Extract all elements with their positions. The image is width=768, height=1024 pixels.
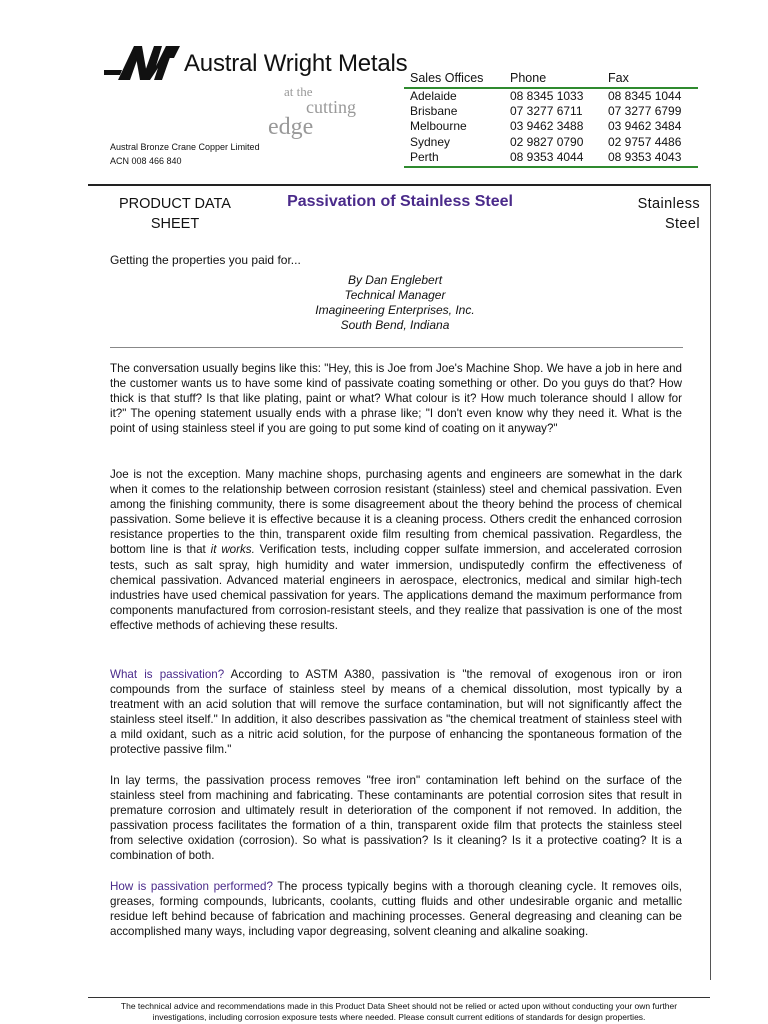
table-row <box>404 88 698 104</box>
tagline-line-2: cutting <box>306 97 356 117</box>
austral-wright-logo-icon <box>104 44 184 84</box>
paragraph-3-text: According to ASTM A380, passivation is "the removal of exogenous iron or iron compounds from the surface of stainless steel by means of a chemical dissolution, most typically by a treatment with an acid solution that will remove the surface contamination, but will not significantly affect the stainless steel itself." In addition, it also describes passivation as "the chemical treatment of stainless steel with a mild oxidant, such as a nitric acid solution, for the purpose of enhancing the spontaneous formation of the protective passive film." <box>110 668 682 757</box>
page-title: Passivation of Stainless Steel <box>287 193 513 210</box>
offices-bottom-divider <box>404 166 698 168</box>
table-row <box>404 135 698 150</box>
office-city: Melbourne <box>410 119 467 134</box>
brand-name: Austral Wright Metals <box>184 50 408 77</box>
tagline-line-3: edge <box>268 114 314 140</box>
paragraph-1-text: The conversation usually begins like this: "Hey, this is Joe from Joe's Machine Shop. We have a job in here and the customer wants us to have some kind of passivate coating something or other. Do you guys do that? How thick is that stuff? Is that like plating, paint or what? What colour is it? How much tolerance should I allow for it?" The opening statement usually ends with a phrase like; "I don't even know why they need it. What is the point of using stainless steel if you are going to put some kind of coating on it anyway?" <box>110 362 682 436</box>
document-type-line-1: PRODUCT DATA <box>119 196 231 212</box>
table-row <box>404 150 698 165</box>
category-line-1: Stainless <box>637 196 700 212</box>
sales-offices-header-row <box>404 70 698 88</box>
footer-line-1: The technical advice and recommendations made in this Product Data Sheet should not be relied or acted upon without conducting your own further <box>120 1001 678 1011</box>
paragraph-2-emphasis: it works. <box>210 543 255 557</box>
office-fax: 08 8345 1044 <box>608 89 682 103</box>
footer-disclaimer <box>100 1001 698 1022</box>
table-row <box>404 104 698 119</box>
author-byline <box>220 273 570 333</box>
office-fax: 08 9353 4043 <box>608 149 682 164</box>
byline-location: South Bend, Indiana <box>340 318 450 332</box>
office-phone: 08 9353 4044 <box>510 149 584 164</box>
company-acn: ACN 008 466 840 <box>110 156 182 166</box>
office-city: Perth <box>410 149 439 164</box>
document-type <box>88 194 262 234</box>
paragraph-1 <box>110 361 682 436</box>
column-header-sales-offices: Sales Offices <box>404 70 510 88</box>
office-phone: 03 9462 3488 <box>510 119 584 134</box>
company-name: Austral Bronze Crane Copper Limited <box>110 142 260 152</box>
byline-author: By Dan Englebert <box>347 273 443 287</box>
document-category <box>570 194 700 234</box>
paragraph-2-text-a: Joe is not the exception. Many machine shops, purchasing agents and engineers are somewhat in the dark when it comes to the relationship between corrosion resistant (stainless) steel and chemical passivation. Even among the finishing community, there is some disagreement about the theory behind the process of chemical passivation. Some believe it is effective because it is a cleaning process. Others credit the enhanced corrosion resistance properties to the thin, transparent oxide film resulting from chemical passivation. Regardless, the bottom line is that <box>110 468 682 557</box>
sales-offices-table <box>404 70 698 168</box>
paragraph-4 <box>110 773 682 864</box>
document-type-line-2: SHEET <box>150 216 200 232</box>
section-divider <box>110 347 683 348</box>
office-city: Adelaide <box>410 89 457 103</box>
paragraph-2 <box>110 467 682 633</box>
byline-role: Technical Manager <box>344 288 446 302</box>
office-fax: 07 3277 6799 <box>608 104 682 119</box>
office-phone: 07 3277 6711 <box>510 104 583 119</box>
subheading-what-is-passivation: What is passivation? <box>110 668 225 681</box>
column-header-fax: Fax <box>608 70 698 88</box>
subheading-how-is-passivation-performed: How is passivation performed? <box>110 880 273 893</box>
category-line-2: Steel <box>664 216 700 232</box>
paragraph-4-text: In lay terms, the passivation process removes "free iron" contamination left behind on the surface of the stainless steel from machining and fabricating. These contaminants are potential corrosion sites that result in premature corrosion and ultimately result in deterioration of the component if not removed. In addition, the passivation process facilitates the formation of a thin, transparent oxide film that protects the stainless steel from selective oxidation (corrosion). So what is passivation? Is it cleaning? Is it a protective coating? It is a combination of both. <box>110 774 682 863</box>
tagline <box>268 84 368 144</box>
footer-line-2: investigations, including corrosion exposure tests where needed. Please consult current editions of standards for design properties. <box>152 1011 646 1022</box>
paragraph-3 <box>110 667 682 758</box>
office-phone: 08 8345 1033 <box>510 89 584 103</box>
paragraph-5-text: The process typically begins with a thorough cleaning cycle. It removes oils, greases, forming compounds, lubricants, coolants, cutting fluids and other undesirable organic and metallic residue left behind because of fabrication and machining processes. General degreasing and cleaning can be accomplished many ways, including vapor degreasing, solvent cleaning and alkaline soaking. <box>110 880 682 939</box>
paragraph-2-text-b: Verification tests, including copper sulfate immersion, and accelerated corrosion tests, such as salt spray, high humidity and water immersion, undisputedly confirm the effectiveness of chemical passivation. Advanced material engineers in aerospace, electronics, medical and similar high-tech industries have used chemical passivation for years. The applications demand the maximum performance from components manufactured from corrosion-resistant steels, and they realize that passivation is one of the most effective methods of achieving these results. <box>110 543 683 632</box>
office-fax: 03 9462 3484 <box>608 119 682 134</box>
company-logo <box>104 44 408 84</box>
office-city: Brisbane <box>410 104 458 119</box>
office-city: Sydney <box>410 134 451 149</box>
office-fax: 02 9757 4486 <box>608 134 682 149</box>
office-phone: 02 9827 0790 <box>510 134 584 149</box>
paragraph-5 <box>110 879 682 939</box>
footer-divider <box>88 997 710 998</box>
table-row <box>404 119 698 134</box>
tagline-line-1: at the <box>284 84 313 99</box>
byline-company: Imagineering Enterprises, Inc. <box>315 303 475 317</box>
intro-line: Getting the properties you paid for... <box>110 253 301 267</box>
column-header-phone: Phone <box>510 70 608 88</box>
